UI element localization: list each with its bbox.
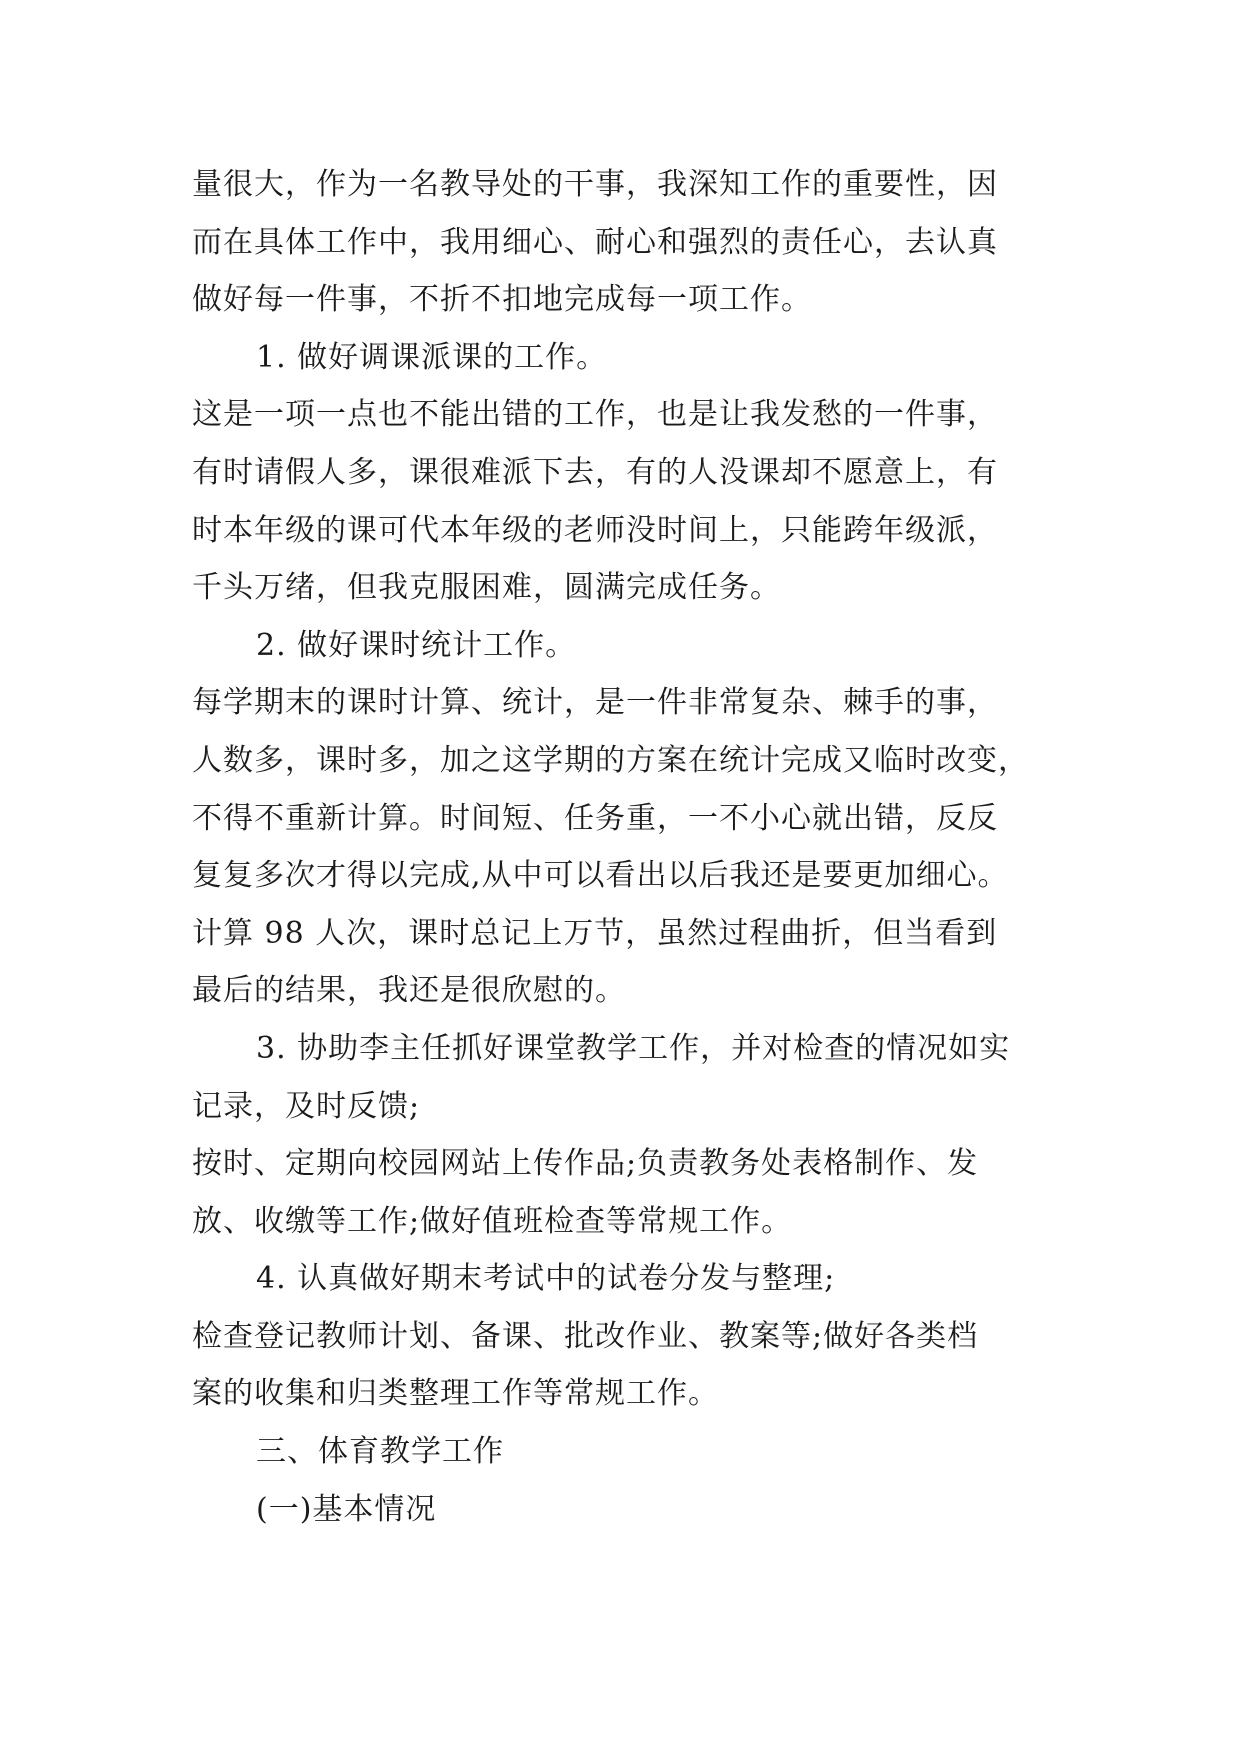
text-line: 千头万绪，但我克服困难，圆满完成任务。	[192, 570, 781, 606]
text-line: 计算 98 人次，课时总记上万节，虽然过程曲折，但当看到	[192, 915, 998, 951]
text-line: 时本年级的课可代本年级的老师没时间上，只能跨年级派，	[192, 512, 998, 548]
text-line: 3. 协助李主任抓好课堂教学工作，并对检查的情况如实	[256, 1030, 1011, 1066]
text-line: 这是一项一点也不能出错的工作，也是让我发愁的一件事，	[192, 397, 998, 433]
text-line: 1. 做好调课派课的工作。	[256, 339, 608, 375]
text-line: 放、收缴等工作;做好值班检查等常规工作。	[192, 1203, 793, 1239]
text-line: 有时请假人多，课很难派下去，有的人没课却不愿意上，有	[192, 454, 998, 490]
text-line: 而在具体工作中，我用细心、耐心和强烈的责任心，去认真	[192, 224, 998, 260]
text-line: 4. 认真做好期末考试中的试卷分发与整理;	[256, 1261, 836, 1297]
text-line: 最后的结果，我还是很欣慰的。	[192, 973, 626, 1009]
text-line: (一)基本情况	[256, 1491, 437, 1527]
text-line: 案的收集和归类整理工作等常规工作。	[192, 1376, 719, 1412]
text-line: 三、体育教学工作	[256, 1434, 504, 1470]
text-line: 检查登记教师计划、备课、批改作业、教案等;做好各类档	[192, 1318, 979, 1354]
text-line: 量很大，作为一名教导处的干事，我深知工作的重要性，因	[192, 167, 998, 202]
text-line: 按时、定期向校园网站上传作品;负责教务处表格制作、发	[192, 1146, 979, 1182]
text-line: 人数多，课时多，加之这学期的方案在统计完成又临时改变，	[192, 742, 1029, 778]
text-line: 记录，及时反馈;	[192, 1088, 421, 1124]
text-line: 做好每一件事，不折不扣地完成每一项工作。	[192, 282, 812, 318]
text-line: 不得不重新计算。时间短、任务重，一不小心就出错，反反	[192, 800, 998, 836]
text-line: 2. 做好课时统计工作。	[256, 627, 577, 663]
text-line: 复复多次才得以完成,从中可以看出以后我还是要更加细心。	[192, 858, 1009, 894]
document-body	[192, 156, 1062, 1538]
text-line: 每学期末的课时计算、统计，是一件非常复杂、棘手的事，	[192, 685, 998, 721]
